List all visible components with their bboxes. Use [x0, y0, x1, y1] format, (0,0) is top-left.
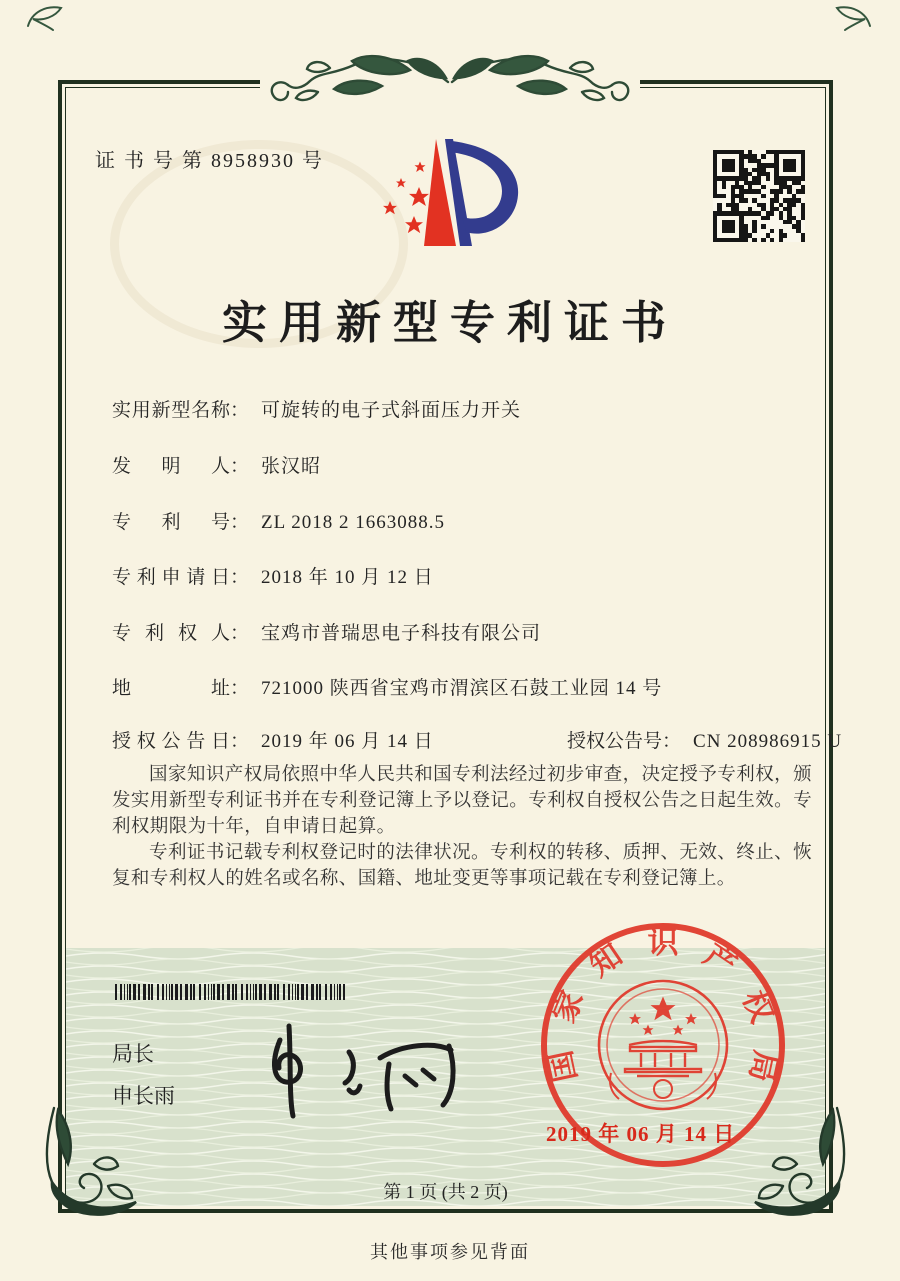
field-row-utility-model-name [112, 395, 521, 422]
field-value: 可旋转的电子式斜面压力开关 [261, 400, 522, 421]
field-label: 专利申请日 [112, 567, 230, 588]
field-row-patent-number [112, 507, 445, 534]
svg-text:权: 权 [736, 985, 781, 1028]
field-value: 2019 年 06 月 14 日 [261, 731, 434, 752]
field-label: 授权公告日 [112, 731, 230, 752]
field-label: 专利权人 [112, 623, 230, 644]
field-value: 宝鸡市普瑞思电子科技有限公司 [261, 623, 542, 644]
field-colon: ： [230, 456, 250, 477]
legal-text-block [112, 762, 812, 892]
svg-text:知: 知 [583, 936, 629, 984]
svg-text:局: 局 [742, 1047, 784, 1086]
page-indicator: 第 1 页 (共 2 页) [383, 1182, 508, 1202]
field-row-grant-date [112, 726, 843, 753]
seal-date: 2019 年 06 月 14 日 [546, 1122, 736, 1146]
top-right-corner-mark [834, 2, 874, 32]
signer-title: 局长 [112, 1043, 154, 1066]
cnipa-logo-icon [372, 131, 522, 261]
back-note: 其他事项参见背面 [370, 1242, 530, 1262]
svg-text:识: 识 [647, 925, 679, 960]
svg-text:国: 国 [542, 1047, 584, 1086]
field-label: 实用新型名称 [112, 400, 230, 421]
field-row-address [112, 673, 662, 700]
field-colon: ： [230, 512, 250, 533]
field-colon: ： [230, 678, 250, 699]
field-value: 张汉昭 [261, 456, 322, 477]
field-value: 721000 陕西省宝鸡市渭滨区石鼓工业园 14 号 [261, 678, 663, 699]
field-colon: ： [230, 731, 250, 752]
certificate-number: 证 书 号 第 8958930 号 [95, 150, 324, 172]
qr-code [713, 150, 805, 242]
signer-name: 申长雨 [112, 1085, 175, 1108]
field-colon: ： [662, 731, 682, 752]
handwritten-signature-icon [252, 1020, 467, 1120]
field-grant-number [567, 726, 842, 753]
signer-block [112, 1034, 175, 1118]
field-label: 授权公告号 [567, 731, 663, 752]
field-colon: ： [230, 400, 250, 421]
top-scroll-ornament [260, 48, 640, 112]
field-colon: ： [230, 623, 250, 644]
national-emblem-icon [599, 981, 727, 1109]
svg-text:产: 产 [697, 936, 743, 984]
field-row-inventor [112, 451, 321, 478]
field-label: 专利号 [112, 512, 230, 533]
barcode [115, 984, 345, 1000]
legal-paragraph-2: 专利证书记载专利权登记时的法律状况。专利权的转移、质押、无效、终止、恢复和专利权人的姓名或名称、国籍、地址变更等事项记载在专利登记簿上。 [112, 843, 812, 889]
field-value: CN 208986915 U [693, 731, 843, 752]
top-left-corner-mark [24, 2, 64, 32]
field-row-patentee [112, 618, 541, 645]
legal-paragraph-1: 国家知识产权局依照中华人民共和国专利法经过初步审查，决定授予专利权，颁发实用新型专利证书并在专利登记簿上予以登记。专利权自授权公告之日起生效。专利权期限为十年，自申请日起算。 [112, 765, 812, 837]
field-value: ZL 2018 2 1663088.5 [261, 512, 446, 533]
field-value: 2018 年 10 月 12 日 [261, 567, 434, 588]
certificate-title: 实用新型专利证书 [221, 298, 678, 348]
field-colon: ： [230, 567, 250, 588]
svg-text:家: 家 [545, 985, 590, 1028]
field-label: 发明人 [112, 456, 230, 477]
bottom-left-corner-flourish [38, 1102, 153, 1224]
field-label: 地址 [112, 678, 230, 699]
field-row-filing-date [112, 562, 434, 589]
